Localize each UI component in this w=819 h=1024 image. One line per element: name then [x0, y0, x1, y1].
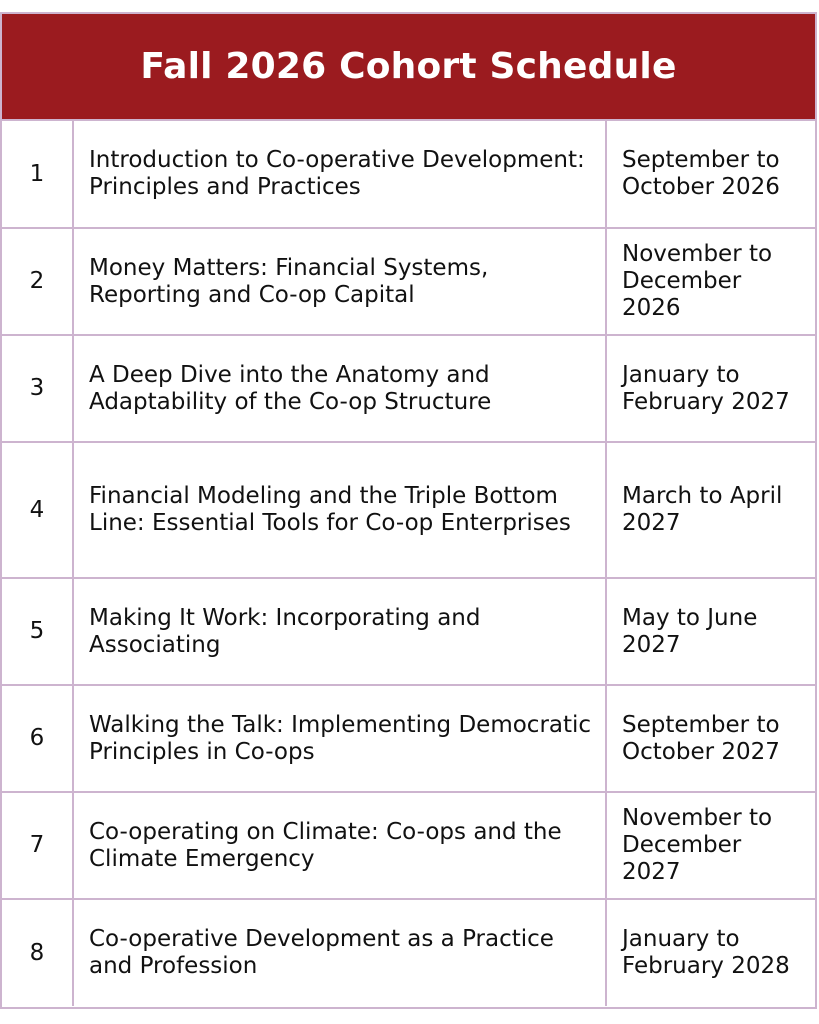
module-title: Co-operating on Climate: Co-ops and the Climate Emergency — [73, 792, 606, 899]
module-title: Introduction to Co-operative Development: Principles and Practices — [73, 121, 606, 228]
module-dates: November to December 2027 — [606, 792, 815, 899]
module-dates: September to October 2027 — [606, 685, 815, 792]
module-number: 2 — [2, 228, 73, 335]
module-title: A Deep Dive into the Anatomy and Adaptability of the Co-op Structure — [73, 335, 606, 442]
table-row — [2, 121, 815, 228]
table-row — [2, 578, 815, 685]
module-dates: January to February 2028 — [606, 899, 815, 1006]
table-row — [2, 792, 815, 899]
module-title: Making It Work: Incorporating and Associating — [73, 578, 606, 685]
module-dates: March to April 2027 — [606, 442, 815, 578]
schedule-table — [2, 121, 815, 1006]
module-number: 1 — [29, 160, 45, 187]
module-number: 3 — [2, 335, 73, 442]
module-dates: January to February 2027 — [606, 335, 815, 442]
table-row — [2, 442, 815, 578]
module-number: 5 — [2, 578, 73, 685]
table-row — [2, 335, 815, 442]
module-number: 8 — [2, 899, 73, 1006]
module-title: Financial Modeling and the Triple Bottom Line: Essential Tools for Co-op Enterprises — [73, 442, 606, 578]
schedule-title: Fall 2026 Cohort Schedule — [140, 46, 677, 87]
module-number: 7 — [2, 792, 73, 899]
schedule-header — [2, 14, 815, 121]
module-number: 6 — [2, 685, 73, 792]
module-title: Co-operative Development as a Practice and Profession — [73, 899, 606, 1006]
module-title: Walking the Talk: Implementing Democratic Principles in Co-ops — [73, 685, 606, 792]
cohort-schedule — [0, 12, 817, 1009]
table-row — [2, 685, 815, 792]
module-dates: November to December 2026 — [606, 228, 815, 335]
module-dates: September to October 2026 — [606, 121, 815, 228]
table-row — [2, 228, 815, 335]
table-row — [2, 899, 815, 1006]
module-number: 4 — [2, 442, 73, 578]
module-dates: May to June 2027 — [606, 578, 815, 685]
module-title: Money Matters: Financial Systems, Reporting and Co-op Capital — [73, 228, 606, 335]
